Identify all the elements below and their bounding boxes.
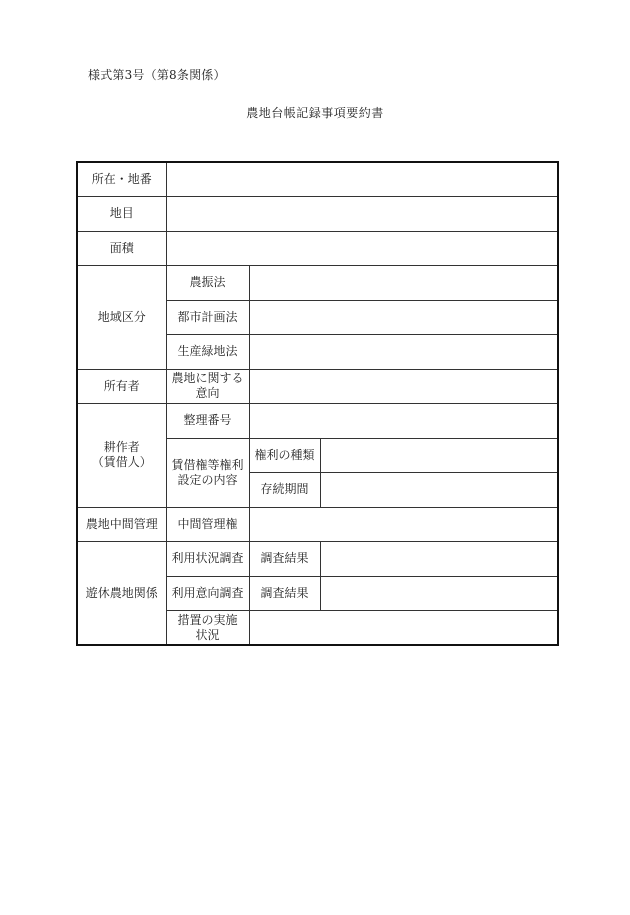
label-intermediary: 農地中間管理 (77, 507, 166, 542)
value-reference-number (249, 404, 558, 439)
lease-line1: 賃借権等権利 (171, 457, 244, 472)
document-title: 農地台帳記録事項要約書 (246, 106, 384, 120)
label-cultivator (77, 404, 166, 508)
row-land-category (77, 197, 558, 232)
row-area (77, 231, 558, 266)
value-intermediary-right (249, 507, 558, 542)
value-agri-promotion-act (249, 266, 558, 301)
label-usage-result: 調査結果 (249, 542, 320, 577)
label-land-category: 地目 (77, 197, 166, 232)
value-intention-result (320, 576, 558, 611)
label-reference-number: 整理番号 (166, 404, 249, 439)
value-owner-intention (249, 369, 558, 404)
measures-line1: 措置の実施 (177, 612, 238, 627)
value-measures (249, 611, 558, 646)
owner-intention-line2: 意向 (195, 386, 220, 401)
value-city-planning-act (249, 300, 558, 335)
label-location: 所在・地番 (77, 162, 166, 197)
label-agri-promotion-act: 農振法 (166, 266, 249, 301)
label-idle-farmland: 遊休農地関係 (77, 542, 166, 646)
row-idle-usage (77, 542, 558, 577)
row-zoning-agri (77, 266, 558, 301)
label-intention-result: 調査結果 (249, 576, 320, 611)
form-number: 様式第3号（第8条関係） (88, 68, 226, 82)
value-location (166, 162, 558, 197)
value-land-category (166, 197, 558, 232)
value-area (166, 231, 558, 266)
cultivator-line1: 耕作者 (103, 440, 140, 455)
label-owner-intention (166, 369, 249, 404)
label-lease-content (166, 438, 249, 507)
value-right-type (320, 438, 558, 473)
label-duration: 存続期間 (249, 473, 320, 508)
row-cultivator-ref (77, 404, 558, 439)
value-productive-green-act (249, 335, 558, 370)
value-usage-result (320, 542, 558, 577)
lease-line2: 設定の内容 (177, 472, 238, 487)
label-intermediary-right: 中間管理権 (166, 507, 249, 542)
label-measures (166, 611, 249, 646)
owner-intention-line1: 農地に関する (171, 371, 244, 386)
label-usage-survey: 利用状況調査 (166, 542, 249, 577)
label-city-planning-act: 都市計画法 (166, 300, 249, 335)
measures-line2: 状況 (195, 627, 220, 642)
label-productive-green-act: 生産緑地法 (166, 335, 249, 370)
label-area: 面積 (77, 231, 166, 266)
farmland-register-summary-table (76, 161, 559, 646)
row-owner (77, 369, 558, 404)
label-zoning: 地域区分 (77, 266, 166, 370)
label-intention-survey: 利用意向調査 (166, 576, 249, 611)
label-right-type: 権利の種類 (249, 438, 320, 473)
value-duration (320, 473, 558, 508)
row-location (77, 162, 558, 197)
cultivator-line2: （賃借人） (91, 455, 152, 470)
label-owner: 所有者 (77, 369, 166, 404)
row-intermediary (77, 507, 558, 542)
